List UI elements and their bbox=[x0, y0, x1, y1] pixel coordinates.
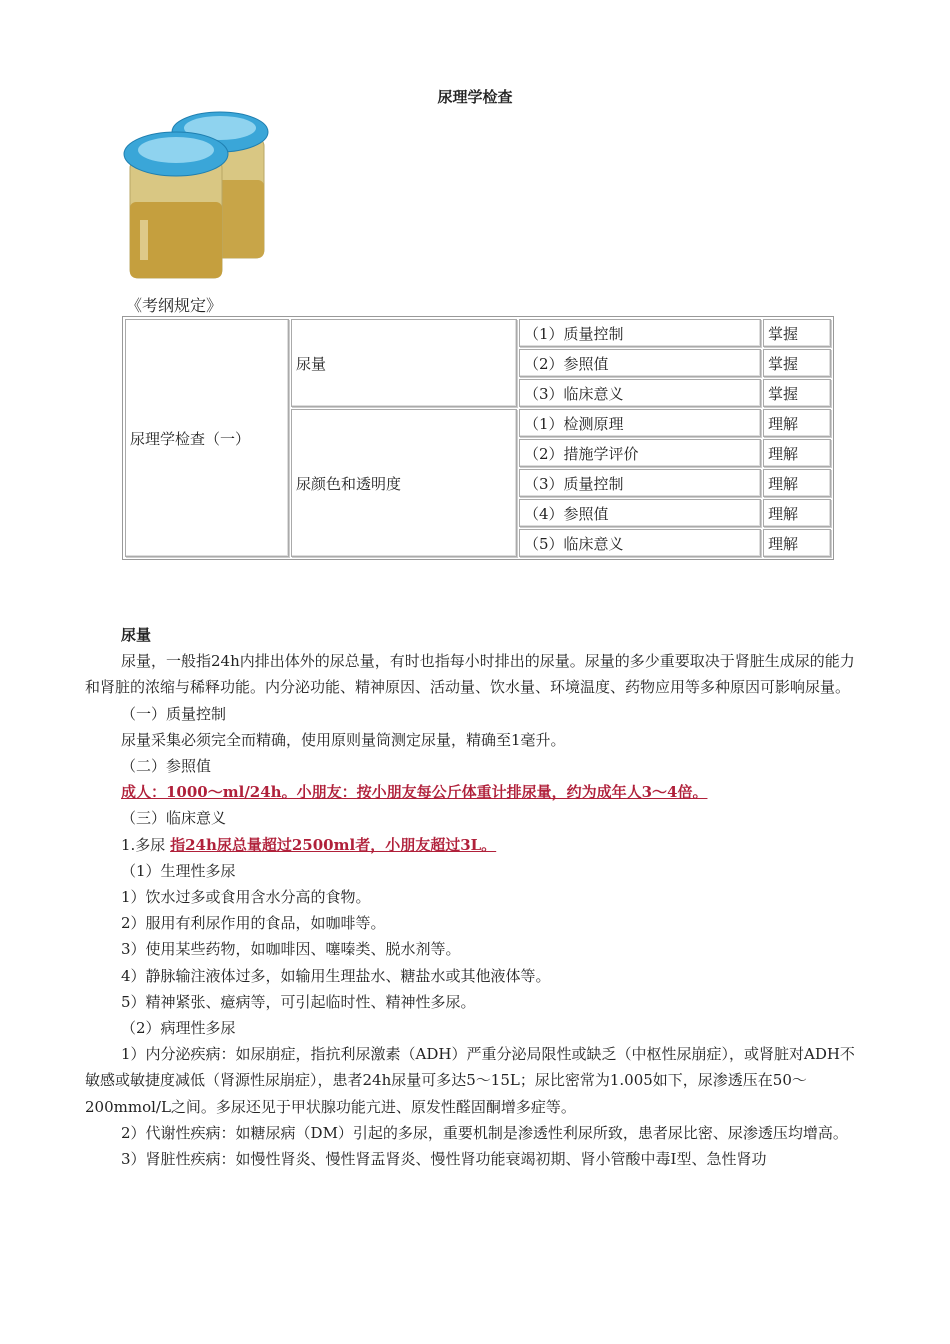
qc-text: 尿量采集必须完全而精确，使用原则量筒测定尿量，精确至1毫升。 bbox=[121, 730, 566, 749]
level-cell: 理解 bbox=[763, 409, 831, 437]
list-item: 1）饮水过多或食用含水分高的食物。 bbox=[121, 888, 371, 907]
list-item: 2）服用有利尿作用的食品，如咖啡等。 bbox=[121, 914, 386, 933]
intro-paragraph: 尿量，一般指24h内排出体外的尿总量，有时也指每小时排出的尿量。尿量的多少重要取决于肾脏生成尿的能力和肾脏的浓缩与稀释功能。内分泌功能、精神原因、活动量、饮水量、环境温度、药物应用等多种原因可影响尿量。 bbox=[85, 652, 855, 697]
group-cell-urine-volume: 尿量 bbox=[291, 319, 517, 407]
level-cell: 理解 bbox=[763, 439, 831, 467]
urine-volume-section bbox=[85, 622, 865, 1172]
polyuria-definition: 指24h尿总量超过2500ml者，小朋友超过3L。 bbox=[170, 835, 497, 854]
list-item: 1）内分泌疾病：如尿崩症，指抗利尿激素（ADH）严重分泌局限性或缺乏（中枢性尿崩症），或肾脏对ADH不敏感或敏捷度减低（肾源性尿崩症），患者24h尿量可多达5～15L；尿比密常为1.005如下，尿渗透压在50～200mmol/L之间。多尿还见于甲状腺功能亢进、原发性醛固酮增多症等。 bbox=[85, 1045, 855, 1116]
level-cell: 理解 bbox=[763, 469, 831, 497]
clin-title: （三）临床意义 bbox=[121, 809, 227, 828]
list-item: 3）使用某些药物，如咖啡因、噻嗪类、脱水剂等。 bbox=[121, 940, 461, 959]
ref-text: 成人：1000～ml/24h。小朋友：按小朋友每公斤体重计排尿量，约为成年人3～4倍。 bbox=[121, 783, 708, 802]
list-item: 5）精神紧张、癔病等，可引起临时性、精神性多尿。 bbox=[121, 992, 476, 1011]
section-heading: 尿量 bbox=[121, 626, 152, 644]
item-cell: （1）质量控制 bbox=[519, 319, 761, 347]
list-item: 4）静脉输注液体过多，如输用生理盐水、糖盐水或其他液体等。 bbox=[121, 966, 551, 985]
item-cell: （2）措施学评价 bbox=[519, 439, 761, 467]
group-cell-color-clarity: 尿颜色和透明度 bbox=[291, 409, 517, 557]
level-cell: 理解 bbox=[763, 529, 831, 557]
item-cell: （3）质量控制 bbox=[519, 469, 761, 497]
level-cell: 掌握 bbox=[763, 379, 831, 407]
item-cell: （3）临床意义 bbox=[519, 379, 761, 407]
page-title: 尿理学检查 bbox=[437, 88, 513, 106]
path-title: （2）病理性多尿 bbox=[121, 1019, 236, 1038]
list-item: 3）肾脏性疾病：如慢性肾炎、慢性肾盂肾炎、慢性肾功能衰竭初期、肾小管酸中毒Ⅰ型、急性肾功 bbox=[121, 1150, 767, 1169]
item-cell: （2）参照值 bbox=[519, 349, 761, 377]
item-cell: （1）检测原理 bbox=[519, 409, 761, 437]
ref-title: （二）参照值 bbox=[121, 757, 212, 776]
qc-title: （一）质量控制 bbox=[121, 704, 227, 723]
outline-label: 《考纲规定》 bbox=[126, 296, 223, 315]
level-cell: 掌握 bbox=[763, 349, 831, 377]
item-cell: （5）临床意义 bbox=[519, 529, 761, 557]
level-cell: 理解 bbox=[763, 499, 831, 527]
urine-cups-image bbox=[118, 110, 278, 280]
level-cell: 掌握 bbox=[763, 319, 831, 347]
syllabus-table bbox=[122, 316, 834, 560]
item-cell: （4）参照值 bbox=[519, 499, 761, 527]
phys-title: （1）生理性多尿 bbox=[121, 861, 236, 880]
topic-cell: 尿理学检查（一） bbox=[125, 319, 289, 557]
list-item: 2）代谢性疾病：如糖尿病（DM）引起的多尿，重要机制是渗透性利尿所致，患者尿比密、尿渗透压均增高。 bbox=[121, 1123, 848, 1142]
polyuria-label: 1.多尿 bbox=[121, 835, 171, 854]
